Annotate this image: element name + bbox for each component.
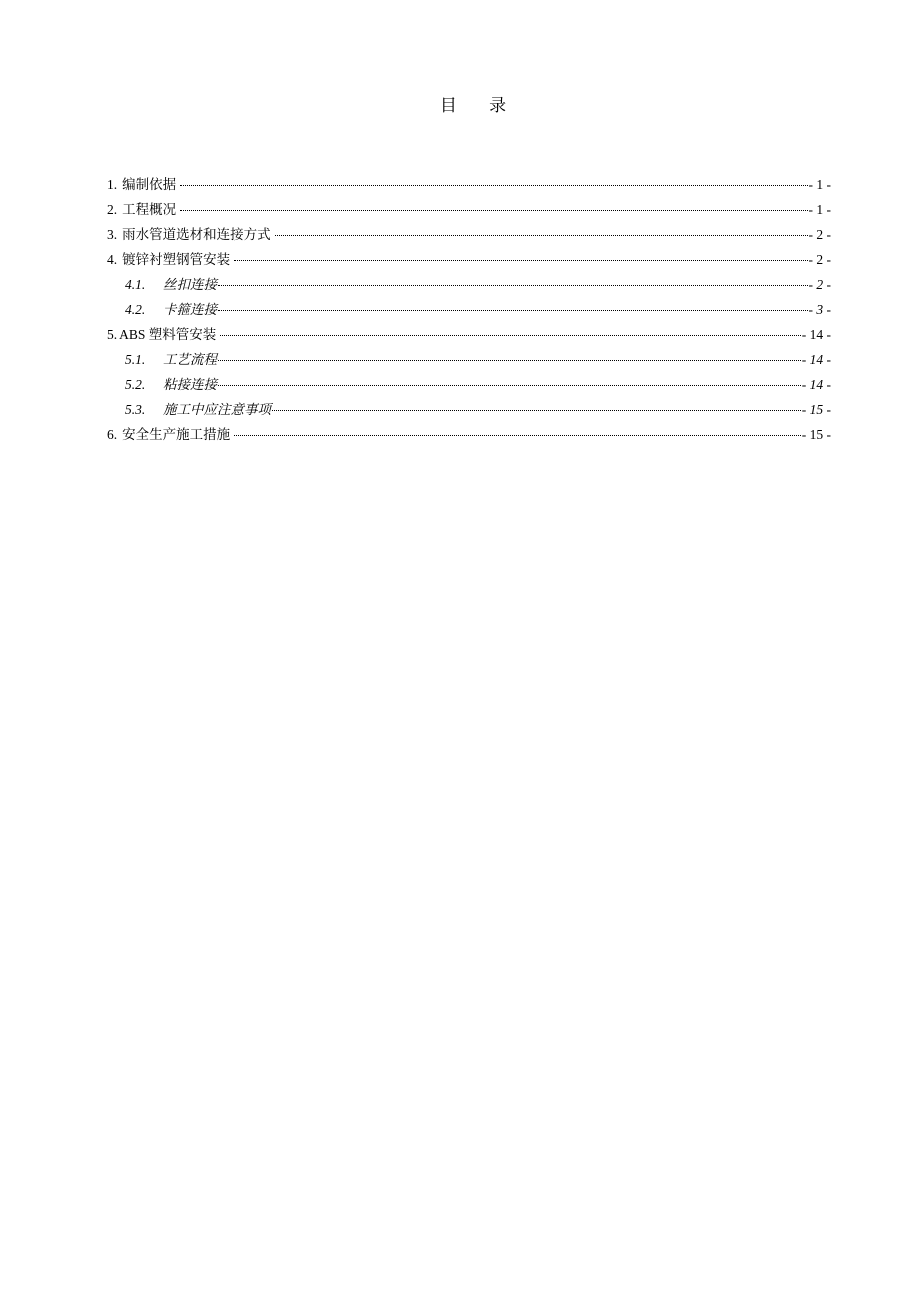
- toc-entry-label: 粘接连接: [163, 377, 217, 392]
- toc-dot-leader: [218, 385, 801, 386]
- toc-entry-number: 5.1.: [125, 352, 146, 367]
- toc-entry-label: 编制依据: [122, 177, 177, 192]
- toc-entry-label: 施工中应注意事项: [163, 402, 271, 417]
- toc-dot-leader: [218, 360, 801, 361]
- toc-entry-4[interactable]: [107, 247, 831, 272]
- toc-entry-3[interactable]: [107, 222, 831, 247]
- toc-dot-leader: [180, 210, 807, 211]
- toc-entry-number: 6.: [107, 427, 118, 442]
- toc-title: 目 录: [439, 96, 521, 115]
- toc-entry-5-1[interactable]: [107, 347, 831, 372]
- toc-entry-page: - 2 -: [808, 252, 831, 267]
- toc-entry-4-2[interactable]: [107, 297, 831, 322]
- toc-entry-page: - 14 -: [801, 352, 831, 367]
- toc-entry-page: - 2 -: [808, 277, 831, 292]
- toc-entry-label: 安全生产施工措施: [122, 427, 231, 442]
- toc-entry-5[interactable]: [107, 322, 831, 347]
- toc-entry-label: 工程概况: [122, 202, 177, 217]
- toc-entry-5-3[interactable]: [107, 397, 831, 422]
- toc-entry-5-2[interactable]: [107, 372, 831, 397]
- toc-entry-label: ABS 塑料管安装: [119, 327, 217, 342]
- toc-dot-leader: [218, 310, 808, 311]
- toc-entry-page: - 1 -: [808, 202, 831, 217]
- toc-entry-label: 卡箍连接: [163, 302, 217, 317]
- toc-dot-leader: [234, 260, 807, 261]
- toc-entry-page: - 14 -: [801, 377, 831, 392]
- toc-entry-number: 5.2.: [125, 377, 146, 392]
- toc-dot-leader: [272, 410, 801, 411]
- toc-entry-page: - 3 -: [808, 302, 831, 317]
- toc-entry-label: 工艺流程: [163, 352, 217, 367]
- toc-entry-label: 丝扣连接: [163, 277, 217, 292]
- table-of-contents: [107, 172, 831, 447]
- toc-entry-page: - 2 -: [808, 227, 831, 242]
- toc-entry-number: 5.: [107, 327, 118, 342]
- toc-entry-label: 雨水管道选材和连接方式: [122, 227, 271, 242]
- toc-dot-leader: [220, 335, 800, 336]
- toc-dot-leader: [234, 435, 801, 436]
- toc-entry-page: - 15 -: [801, 427, 831, 442]
- toc-entry-1[interactable]: [107, 172, 831, 197]
- toc-entry-number: 4.1.: [125, 277, 146, 292]
- toc-entry-label: 镀锌衬塑钢管安装: [122, 252, 231, 267]
- toc-entry-page: - 1 -: [808, 177, 831, 192]
- toc-entry-2[interactable]: [107, 197, 831, 222]
- toc-entry-page: - 14 -: [801, 327, 831, 342]
- toc-dot-leader: [275, 235, 808, 236]
- toc-entry-number: 4.2.: [125, 302, 146, 317]
- toc-entry-number: 3.: [107, 227, 118, 242]
- toc-dot-leader: [180, 185, 807, 186]
- toc-entry-6[interactable]: [107, 422, 831, 447]
- toc-entry-number: 1.: [107, 177, 118, 192]
- toc-entry-page: - 15 -: [801, 402, 831, 417]
- toc-entry-number: 2.: [107, 202, 118, 217]
- toc-entry-number: 5.3.: [125, 402, 146, 417]
- toc-entry-number: 4.: [107, 252, 118, 267]
- toc-dot-leader: [218, 285, 808, 286]
- toc-entry-4-1[interactable]: [107, 272, 831, 297]
